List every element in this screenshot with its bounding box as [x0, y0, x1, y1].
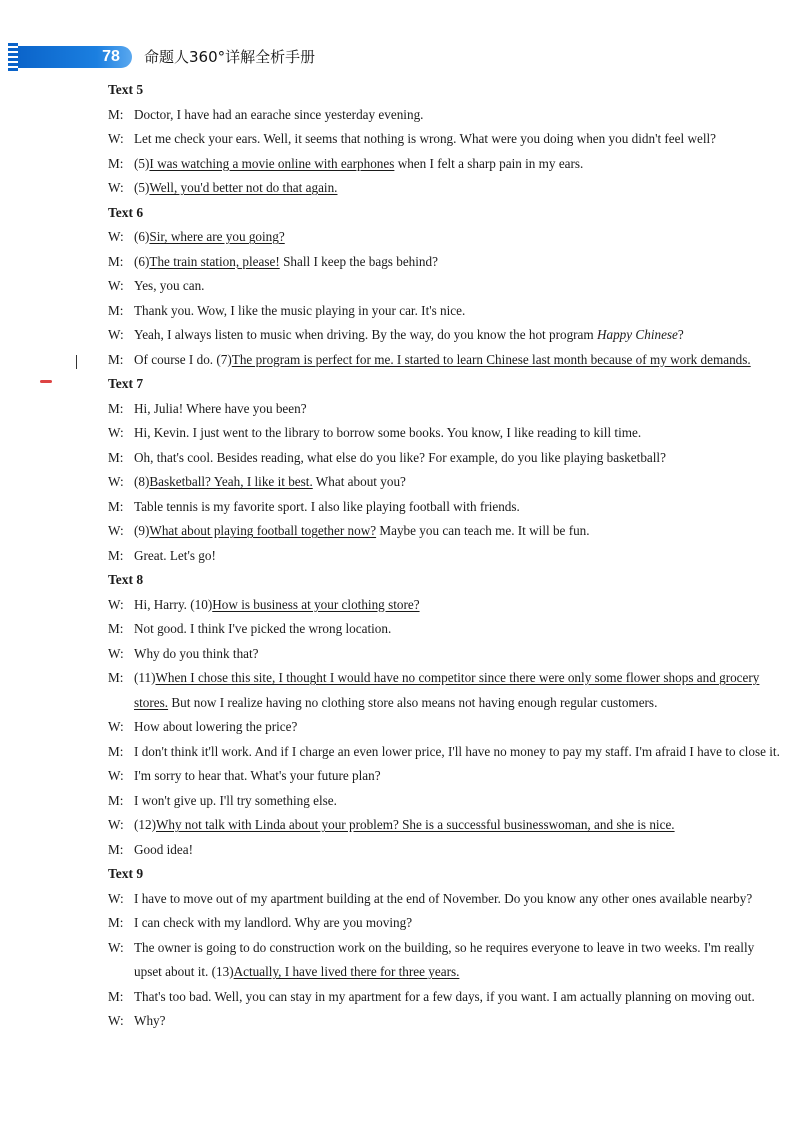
speaker-label: M:: [108, 988, 124, 1004]
dialogue-text: (5): [134, 155, 150, 171]
dialogue-line: [108, 397, 780, 422]
speaker-label: W:: [108, 939, 124, 955]
dialogue-text: Hi, Kevin. I just went to the library to borrow some books. You know, I like reading to kill time.: [134, 425, 642, 440]
dialogue-text: Good idea!: [134, 841, 193, 857]
dialogue-text: Thank you. Wow, I like the music playing in your car. It's nice.: [134, 302, 466, 318]
speaker-label: W:: [108, 278, 124, 293]
dialogue-text: I can check with my landlord. Why are you moving?: [134, 915, 413, 930]
dialogue-line: [108, 299, 780, 324]
dialogue-text: The owner is going to do construction work on the building, so he requires everyone to leave in two weeks. I'm really upset about it. (13): [134, 939, 755, 979]
dialogue-text: Happy Chinese: [596, 327, 678, 342]
speaker-label: M:: [108, 915, 124, 930]
dialogue-line: [108, 838, 780, 863]
dialogue-line: [108, 127, 780, 152]
speaker-label: W:: [108, 523, 124, 538]
speaker-label: W:: [108, 131, 124, 146]
dialogue-line: [108, 985, 780, 1010]
dialogue-line: [108, 617, 780, 642]
dialogue-text: ?: [677, 327, 684, 342]
transcript-content: [108, 78, 780, 1034]
speaker-label: W:: [108, 890, 124, 906]
answer-text: How is business at your clothing store?: [212, 596, 420, 612]
speaker-label: W:: [108, 817, 124, 832]
section-heading: Text 7: [108, 376, 144, 391]
dialogue-text: How about lowering the price?: [134, 719, 298, 734]
dialogue-text: Great. Let's go!: [134, 547, 216, 563]
speaker-label: M:: [108, 498, 124, 514]
dialogue-text: (8): [134, 474, 150, 489]
dialogue-line: [108, 250, 780, 275]
dialogue-line: [108, 911, 780, 936]
speaker-label: W:: [108, 229, 124, 244]
speaker-label: M:: [108, 351, 124, 367]
dialogue-text: Why do you think that?: [134, 645, 259, 661]
speaker-label: W:: [108, 425, 124, 440]
dialogue-line: [108, 936, 780, 985]
dialogue-line: [108, 323, 780, 348]
speaker-label: W:: [108, 596, 124, 612]
dialogue-text: Let me check your ears. Well, it seems that nothing is wrong. What were you doing when you didn't feel well?: [134, 131, 717, 146]
dialogue-line: [108, 715, 780, 740]
speaker-label: M:: [108, 792, 124, 808]
speaker-label: W:: [108, 719, 124, 734]
dialogue-text: when I felt a sharp pain in my ears.: [394, 155, 584, 171]
answer-text: The program is perfect for me. I started to learn Chinese last month because of my work demands.: [231, 351, 751, 367]
speaker-label: M:: [108, 302, 124, 318]
dialogue-line: [108, 642, 780, 667]
dialogue-line: [108, 544, 780, 569]
dialogue-line: [108, 887, 780, 912]
dialogue-text: Oh, that's cool. Besides reading, what else do you like? For example, do you like playing basketball?: [134, 449, 666, 465]
dialogue-line: [108, 789, 780, 814]
dialogue-text: I won't give up. I'll try something else.: [134, 792, 337, 808]
page-header: [0, 40, 800, 76]
dialogue-text: I don't think it'll work. And if I charge an even lower price, I'll have no money to pay my staff. I'm afraid I have to close it.: [134, 743, 780, 759]
speaker-label: W:: [108, 1013, 124, 1028]
dialogue-text: What about you?: [312, 474, 406, 489]
answer-text: I was watching a movie online with earphones: [149, 155, 395, 171]
speaker-label: W:: [108, 768, 124, 783]
dialogue-line: [108, 764, 780, 789]
dialogue-line: [108, 1009, 780, 1034]
dialogue-line: [108, 519, 780, 544]
dialogue-text: But now I realize having no clothing store also means not having enough regular customers.: [168, 694, 658, 710]
dialogue-line: [108, 470, 780, 495]
speaker-label: M:: [108, 106, 124, 122]
dialogue-line: [108, 495, 780, 520]
dialogue-line: [108, 421, 780, 446]
dialogue-text: (12): [134, 817, 156, 832]
dialogue-line: [108, 348, 780, 373]
speaker-label: W:: [108, 180, 124, 195]
dialogue-text: Of course I do. (7): [134, 351, 232, 367]
dialogue-text: Doctor, I have had an earache since yesterday evening.: [134, 106, 424, 122]
dialogue-line: [108, 813, 780, 838]
dialogue-text: Shall I keep the bags behind?: [279, 253, 438, 269]
dialogue-line: [108, 152, 780, 177]
dialogue-line: [108, 666, 780, 715]
page-number: 78: [102, 48, 120, 65]
margin-red-mark: [40, 380, 52, 383]
dialogue-text: Table tennis is my favorite sport. I also like playing football with friends.: [134, 498, 520, 514]
dialogue-text: (6): [134, 229, 150, 244]
answer-text: When I chose this site, I thought I would have no competitor since there were only some flower shops and grocery stores.: [134, 670, 760, 710]
speaker-label: M:: [108, 743, 124, 759]
dialogue-text: Yes, you can.: [134, 278, 205, 293]
dialogue-line: [108, 176, 780, 201]
speaker-label: M:: [108, 449, 124, 465]
dialogue-line: [108, 225, 780, 250]
dialogue-text: Hi, Harry. (10): [134, 596, 213, 612]
dialogue-text: (9): [134, 523, 150, 538]
dialogue-line: [108, 274, 780, 299]
answer-text: Basketball? Yeah, I like it best.: [149, 474, 313, 489]
section-heading: Text 9: [108, 866, 144, 881]
answer-text: Sir, where are you going?: [149, 229, 285, 244]
speaker-label: M:: [108, 547, 124, 563]
dialogue-text: (11): [134, 670, 156, 685]
book-title: 命题人360°详解全析手册: [144, 48, 316, 66]
speaker-label: W:: [108, 327, 124, 342]
answer-text: Why not talk with Linda about your problem? She is a successful businesswoman, and she is nice.: [155, 817, 675, 832]
answer-text: Well, you'd better not do that again.: [149, 180, 338, 195]
speaker-label: M:: [108, 155, 124, 171]
section-heading: Text 8: [108, 572, 144, 587]
answer-text: Actually, I have lived there for three years.: [233, 964, 460, 979]
margin-mark: [76, 355, 80, 369]
dialogue-text: Yeah, I always listen to music when driving. By the way, do you know the hot program: [134, 327, 597, 342]
dialogue-text: (5): [134, 180, 150, 195]
answer-text: The train station, please!: [149, 253, 280, 269]
dialogue-text: Maybe you can teach me. It will be fun.: [376, 523, 590, 538]
dialogue-line: [108, 593, 780, 618]
speaker-label: W:: [108, 474, 124, 489]
section-heading: Text 6: [108, 204, 144, 220]
dialogue-text: Why?: [134, 1013, 166, 1028]
dialogue-line: [108, 446, 780, 471]
dialogue-line: [108, 103, 780, 128]
section-heading: Text 5: [108, 82, 144, 97]
speaker-label: M:: [108, 841, 124, 857]
dialogue-text: I have to move out of my apartment building at the end of November. Do you know any other ones available nearby?: [134, 890, 753, 906]
speaker-label: W:: [108, 645, 124, 661]
dialogue-text: Hi, Julia! Where have you been?: [134, 400, 307, 416]
dialogue-text: I'm sorry to hear that. What's your future plan?: [134, 768, 381, 783]
speaker-label: M:: [108, 253, 124, 269]
dialogue-text: Not good. I think I've picked the wrong location.: [134, 621, 392, 636]
speaker-label: M:: [108, 670, 124, 685]
dialogue-text: (6): [134, 253, 150, 269]
dialogue-text: That's too bad. Well, you can stay in my apartment for a few days, if you want. I am actually planning on moving out.: [134, 988, 755, 1004]
speaker-label: M:: [108, 621, 124, 636]
dialogue-line: [108, 740, 780, 765]
answer-text: What about playing football together now?: [149, 523, 377, 538]
speaker-label: M:: [108, 400, 124, 416]
